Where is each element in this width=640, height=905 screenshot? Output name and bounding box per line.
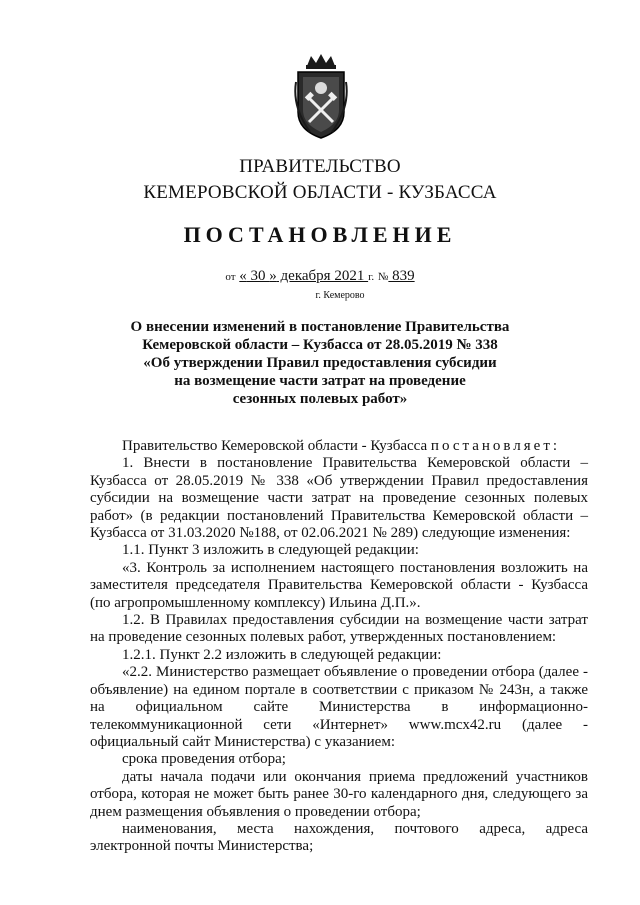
title-line: «Об утверждении Правил предоставления субсидии xyxy=(143,355,497,371)
paragraph-3-quote: «3. Контроль за исполнением настоящего постановления возложить на заместителя председателя Правительства Кемеровской области - Кузбасса (по агропромышленному комплексу) Ильина Д.П.». xyxy=(90,559,588,611)
paragraph-1: 1. Внести в постановление Правительства Кемеровской области – Кузбасса от 28.05.2019 № 338 «Об утверждении Правил предоставления субсидии на возмещение части затрат на проведение сезонных полевых работ» (в редакции постановлений Правительства Кемеровской области – Кузбасса от 31.03.2020 №188, от 02.06.2021 № 289) следующие изменения: xyxy=(90,455,588,542)
decree-date-number xyxy=(0,268,640,285)
coat-of-arms-icon xyxy=(290,52,352,142)
date-prefix: от xyxy=(225,271,236,283)
city-label: г. Кемерово xyxy=(315,290,365,301)
government-name-line-1: ПРАВИТЕЛЬСТВО xyxy=(239,156,401,177)
list-item-term: срока проведения отбора; xyxy=(122,751,286,768)
paragraph-1-2: 1.2. В Правилах предоставления субсидии на возмещение части затрат на проведение сезонных полевых работ, утвержденных постановлением: xyxy=(90,612,588,646)
paragraph-1-1: 1.1. Пункт 3 изложить в следующей редакции: xyxy=(122,542,419,559)
date-open-quote: « xyxy=(239,268,247,284)
government-name-line-2: КЕМЕРОВСКОЙ ОБЛАСТИ - КУЗБАССА xyxy=(143,182,497,203)
title-line: на возмещение части затрат на проведение xyxy=(174,373,466,389)
date-month-year: декабря 2021 xyxy=(276,268,369,284)
intro-spaced-word: постановляет: xyxy=(430,438,561,454)
decree-body xyxy=(90,438,588,856)
date-year-suffix: г. xyxy=(368,271,375,283)
decree-title xyxy=(100,318,540,408)
title-line: О внесении изменений в постановление Правительства xyxy=(130,319,510,335)
decree-number: 839 xyxy=(388,268,415,284)
document-type-heading: ПОСТАНОВЛЕНИЕ xyxy=(183,222,457,247)
paragraph-1-2-1: 1.2.1. Пункт 2.2 изложить в следующей редакции: xyxy=(122,646,442,663)
date-day: 30 xyxy=(246,268,270,284)
list-item-contacts: наименования, места нахождения, почтового адреса, адреса электронной почты Министерства; xyxy=(90,820,588,855)
intro-text: Правительство Кемеровской области - Кузбасса xyxy=(122,438,428,454)
title-line: сезонных полевых работ» xyxy=(232,391,408,407)
intro-paragraph xyxy=(90,438,588,455)
list-item-dates: даты начала подачи или окончания приема предложений участников отбора, которая не может быть ранее 30-го календарного дня, следующего за днем размещения объявления о проведении отбора; xyxy=(90,768,588,820)
title-line: Кемеровской области – Кузбасса от 28.05.2019 № 338 xyxy=(142,337,498,353)
paragraph-2-2-quote: «2.2. Министерство размещает объявление о проведении отбора (далее - объявление) на едином портале в соответствии с приказом № 243н, а также на официальном сайте Министерства в информационно-телекоммуникационной сети «Интернет» www.mcx42.ru (далее - официальный сайт Министерства) с указанием: xyxy=(90,664,588,750)
number-prefix: № xyxy=(377,271,389,283)
date-close-quote: » xyxy=(269,268,277,284)
